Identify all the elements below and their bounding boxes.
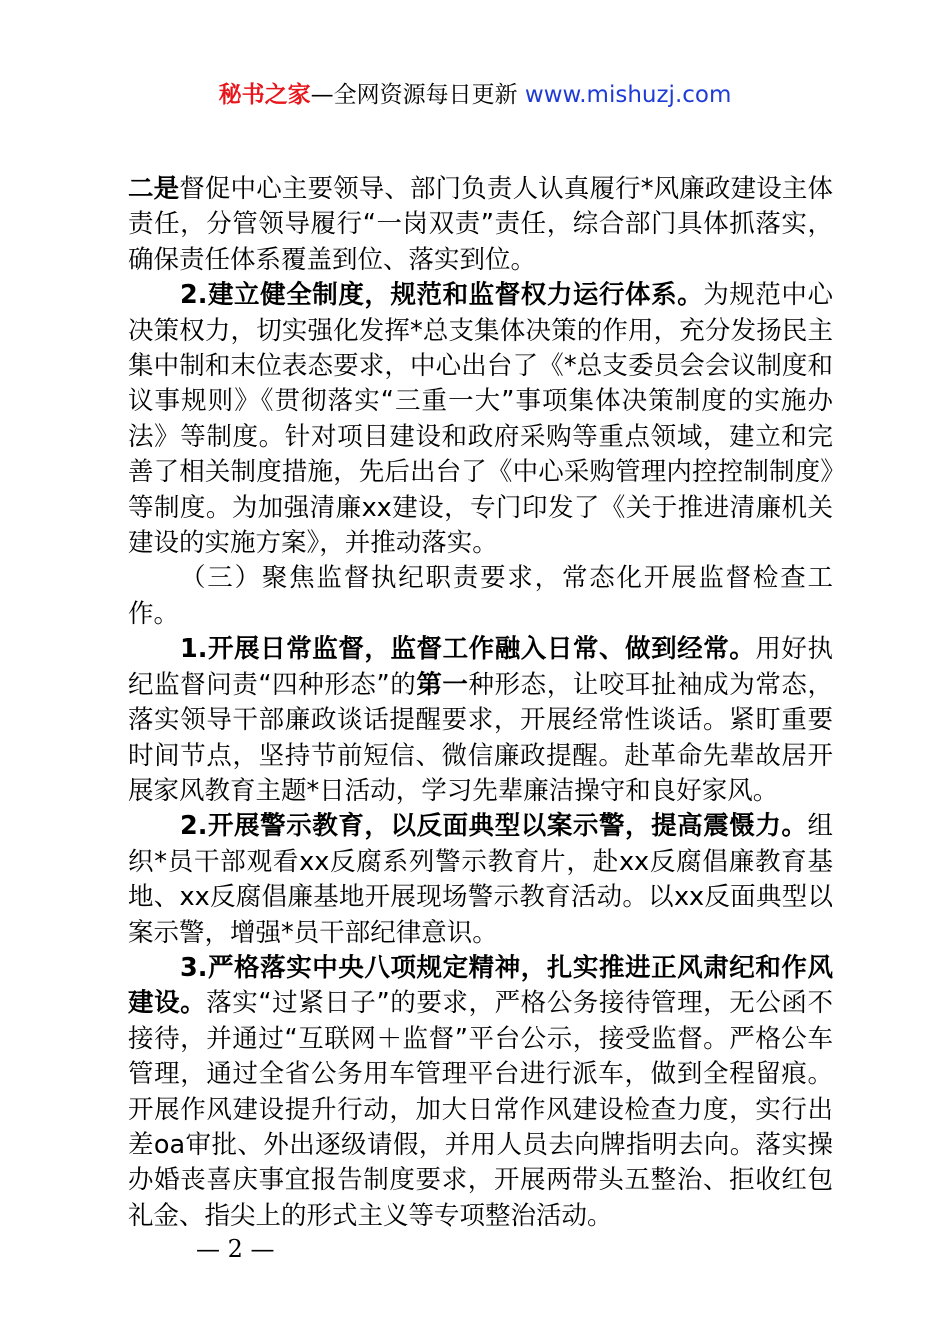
paragraph-lead: 2.建立健全制度，规范和监督权力运行体系。: [180, 280, 704, 311]
document-body: [128, 172, 833, 1234]
paragraph-2: [128, 278, 833, 561]
paragraph-bold-phrase: 第一: [416, 669, 469, 700]
paragraph-lead: 2.开展警示教育，以反面典型以案示警，提高震慑力。: [180, 811, 808, 842]
paragraph-1: [128, 172, 833, 278]
paragraph-text: 组织*员干部观看xx反腐系列警示教育片，赴xx反腐倡廉教育基地、xx反腐倡廉基地开展现场警示教育活动。以xx反面典型以案示警，增强*员干部纪律意识。: [128, 811, 833, 948]
paragraph-5: [128, 809, 833, 951]
section-heading: [128, 561, 833, 632]
paragraph-text: 用好执纪监督问责“四种形态”的: [128, 634, 833, 700]
page-header: [0, 78, 950, 112]
paragraph-lead: 1.开展日常监督，监督工作融入日常、做到经常。: [180, 634, 756, 665]
page-number: — 2 —: [196, 1235, 275, 1263]
paragraph-6: [128, 951, 833, 1234]
paragraph-text: 落实“过紧日子”的要求，严格公务接待管理，无公函不接待，并通过“互联网＋监督”平台公示，接受监督。严格公车管理，通过全省公务用车管理平台进行派车，做到全程留痕。开展作风建设提升行动，加大日常作风建设检查力度，实行出差oa审批、外出逐级请假，并用人员去向牌指明去向。落实操办婚丧喜庆事宜报告制度要求，开展两带头五整治、拒收红包礼金、指尖上的形式主义等专项整治活动。: [128, 988, 833, 1231]
paragraph-text: 督促中心主要领导、部门负责人认真履行*风廉政建设主体责任，分管领导履行“一岗双责”责任，综合部门具体抓落实，确保责任体系覆盖到位、落实到位。: [128, 174, 833, 275]
paragraph-text: 为规范中心决策权力，切实强化发挥*总支集体决策的作用，充分发扬民主集中制和末位表态要求，中心出台了《*总支委员会会议制度和议事规则》《贯彻落实“三重一大”事项集体决策制度的实施办法》等制度。针对项目建设和政府采购等重点领域，建立和完善了相关制度措施，先后出台了《中心采购管理内控控制制度》等制度。为加强清廉xx建设，专门印发了《关于推进清廉机关建设的实施方案》，并推动落实。: [128, 280, 833, 559]
paragraph-lead: 3.严格落实中央八项规定精神，扎实推进正风肃纪和作风建设。: [128, 952, 833, 1019]
paragraph-text-after: 种形态，让咬耳扯袖成为常态，落实领导干部廉政谈话提醒要求，开展经常性谈话。紧盯重要时间节点，坚持节前短信、微信廉政提醒。赴革命先辈故居开展家风教育主题*日活动，学习先辈廉洁操守和良好家风。: [128, 669, 833, 806]
paragraph-text: （三）聚焦监督执纪职责要求，常态化开展监督检查工作。: [128, 563, 833, 629]
header-tagline: —全网资源每日更新: [310, 82, 525, 108]
site-url[interactable]: www.mishuzj.com: [524, 82, 732, 108]
paragraph-lead: 二是: [128, 174, 180, 204]
brand-name: 秘书之家: [218, 82, 311, 108]
paragraph-4: [128, 632, 833, 809]
